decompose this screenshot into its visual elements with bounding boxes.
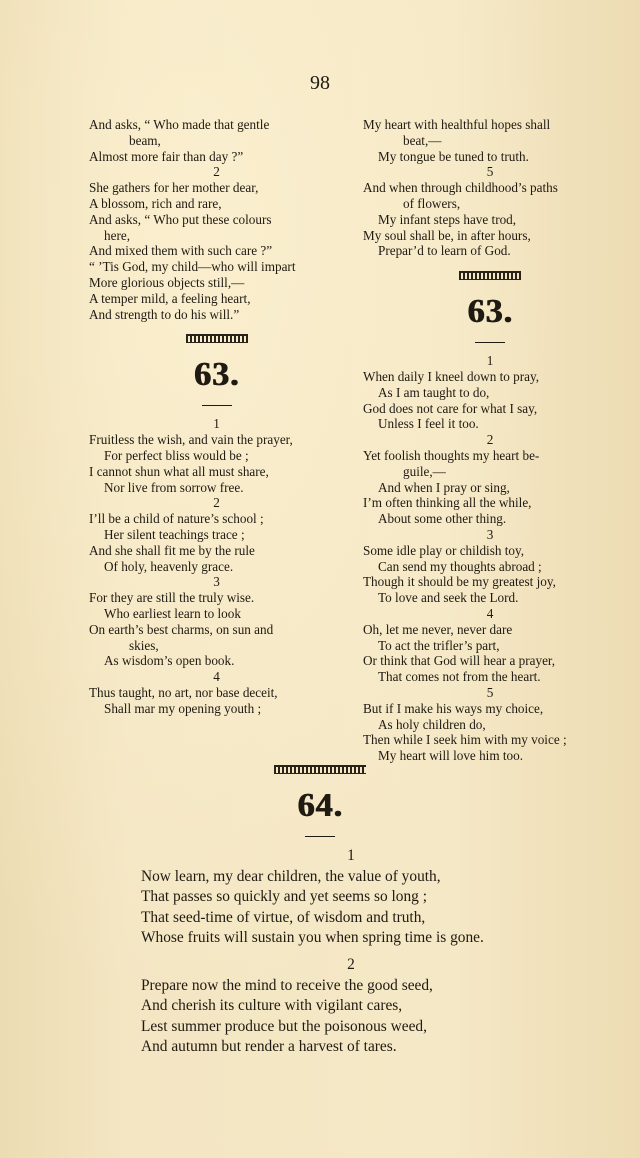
verse-line: Or think that God will hear a prayer, (363, 653, 556, 669)
verse-number: 2 (213, 495, 220, 511)
verse-line: And she shall fit me by the rule (89, 542, 255, 558)
verse-line: And asks, “ Who made that gentle (89, 117, 270, 132)
verse-line: As I am taught to do, (378, 384, 490, 400)
verse-line: Some idle play or childish toy, (363, 542, 525, 558)
verse-line: That comes not from the heart. (378, 669, 541, 685)
verse-line: My soul shall be, in after hours, (363, 227, 531, 243)
verse-line: Unless I feel it too. (378, 416, 479, 432)
ornamental-divider (459, 271, 521, 280)
verse-number: 2 (213, 164, 220, 180)
left-column (89, 117, 344, 717)
verse-number: 5 (486, 684, 494, 700)
verse-line: Thus taught, no art, nor base deceit, (89, 684, 278, 700)
verse-line: And cherish its culture with vigilant cares, (141, 997, 403, 1015)
verse-line: Now learn, my dear children, the value of youth, (141, 867, 441, 885)
verse-line: Of holy, heavenly grace. (104, 558, 234, 574)
verse-line: For perfect bliss would be ; (104, 447, 249, 463)
verse-line: Who earliest learn to look (104, 605, 241, 621)
verse-line: Prepar’d to learn of God. (378, 243, 511, 259)
verse-line: And when I pray or sing, (378, 479, 510, 495)
hymn-number: 64. (297, 787, 343, 824)
verse-line: of flowers, (403, 195, 461, 211)
verse-line: My infant steps have trod, (378, 211, 517, 227)
verse-line: And mixed them with such care ?” (89, 243, 273, 259)
verse-number: 4 (213, 669, 220, 685)
verse-line: My tongue be tuned to truth. (378, 148, 529, 164)
verse-line: Whose fruits will sustain you when spring time is gone. (141, 929, 484, 947)
verse-line: I cannot shun what all must share, (89, 463, 269, 479)
verse-line: To love and seek the Lord. (378, 590, 519, 606)
verse-line: Prepare now the mind to receive the good seed, (141, 976, 433, 994)
verse-line: A blossom, rich and rare, (89, 195, 222, 211)
short-rule (475, 342, 505, 343)
verse-line: On earth’s best charms, on sun and (89, 621, 274, 637)
short-rule (202, 405, 232, 406)
hymn-64-heading (0, 755, 640, 847)
verse-line: Then while I seek him with my voice ; (363, 732, 567, 748)
verse-number: 4 (486, 605, 494, 621)
verse-line: here, (104, 227, 130, 243)
verse-line: For they are still the truly wise. (89, 590, 255, 606)
verse-line: guile,— (403, 463, 446, 479)
verse-number: 1 (347, 847, 355, 864)
verse-line: beam, (129, 132, 161, 148)
verse-line: As holy children do, (378, 716, 486, 732)
verse-line: Almost more fair than day ?” (89, 148, 244, 164)
verse-line: God does not care for what I say, (363, 400, 538, 416)
verse-line: And autumn but render a harvest of tares. (141, 1038, 397, 1056)
verse-line: Can send my thoughts abroad ; (378, 558, 542, 574)
verse-line: Fruitless the wish, and vain the prayer, (89, 432, 293, 448)
ornamental-divider (274, 765, 366, 774)
verse-line: My heart will love him too. (378, 748, 524, 764)
verse-number: 5 (486, 164, 494, 180)
verse-line: skies, (129, 637, 159, 653)
verse-number: 3 (486, 526, 494, 542)
verse-line: Shall mar my opening youth ; (104, 700, 262, 716)
verse-line: beat,— (403, 132, 442, 148)
verse-line: Oh, let me never, never dare (363, 621, 513, 637)
verse-line: When daily I kneel down to pray, (363, 368, 540, 384)
verse-line: My heart with healthful hopes shall (363, 117, 551, 132)
hymn-number: 63. (467, 293, 513, 331)
verse-line: And when through childhood’s paths (363, 180, 558, 196)
verse-line: She gathers for her mother dear, (89, 180, 259, 196)
verse-line: That seed-time of virtue, of wisdom and truth, (141, 908, 426, 926)
verse-line: “ ’Tis God, my child—who will impart (89, 259, 296, 275)
verse-line: A temper mild, a feeling heart, (89, 290, 251, 306)
verse-number: 1 (213, 416, 220, 432)
verse-line: Her silent teachings trace ; (104, 526, 245, 542)
verse-line: And asks, “ Who put these colours (89, 211, 272, 227)
verse-line: Lest summer produce but the poisonous weed, (141, 1017, 427, 1035)
verse-line: As wisdom’s open book. (104, 653, 235, 669)
right-column (363, 117, 617, 764)
verse-number: 2 (486, 432, 494, 448)
verse-line: Though it should be my greatest joy, (363, 574, 556, 590)
verse-line: That passes so quickly and yet seems so long ; (141, 888, 427, 906)
hymn-64-text (141, 846, 561, 1058)
verse-line: About some other thing. (378, 511, 507, 527)
verse-line: Yet foolish thoughts my heart be- (363, 447, 540, 463)
verse-line: To act the trifler’s part, (378, 637, 500, 653)
short-rule (305, 836, 335, 837)
hymn-number: 63. (193, 356, 240, 394)
page-number: 98 (310, 72, 330, 94)
verse-line: I’ll be a child of nature’s school ; (89, 511, 264, 527)
verse-number: 3 (213, 574, 220, 590)
ornamental-divider (186, 334, 248, 343)
verse-line: More glorious objects still,— (89, 274, 245, 290)
verse-line: I’m often thinking all the while, (363, 495, 532, 511)
verse-number: 2 (347, 955, 355, 973)
verse-number: 1 (486, 353, 494, 369)
verse-line: And strength to do his will.” (89, 306, 240, 322)
verse-line: Nor live from sorrow free. (104, 479, 244, 495)
verse-line: But if I make his ways my choice, (363, 700, 544, 716)
